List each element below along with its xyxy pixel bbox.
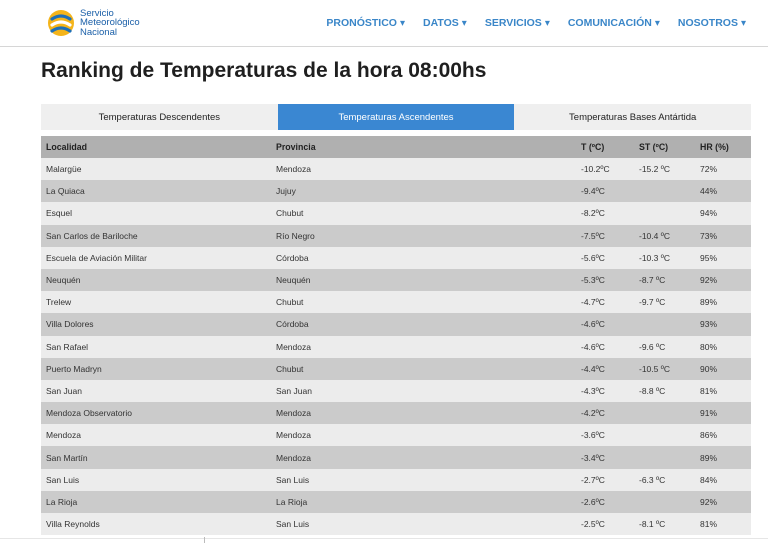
cell-localidad: Villa Dolores (46, 319, 94, 330)
tab-bases-antartida[interactable]: Temperaturas Bases Antártida (569, 111, 697, 123)
table-row (41, 225, 751, 247)
cell-humedad: 92% (700, 275, 718, 286)
temperature-table (41, 136, 751, 535)
table-row (41, 491, 751, 513)
cell-sensacion-termica: -8.1 ºC (639, 519, 666, 530)
nav-pronostico[interactable] (326, 17, 405, 29)
table-row (41, 446, 751, 468)
cell-localidad: La Quiaca (46, 186, 85, 197)
cell-humedad: 86% (700, 430, 718, 441)
cell-humedad: 84% (700, 474, 718, 485)
cell-temperatura: -4.2ºC (581, 408, 605, 419)
cell-sensacion-termica: -8.7 ºC (639, 275, 666, 286)
cell-provincia: Jujuy (276, 186, 296, 197)
cell-sensacion-termica: -10.5 ºC (639, 363, 670, 374)
tab-bar (41, 104, 751, 130)
cell-temperatura: -4.6ºC (581, 319, 605, 330)
table-row (41, 402, 751, 424)
cell-humedad: 72% (700, 164, 718, 175)
nav-label: DATOS (423, 17, 459, 29)
nav-servicios[interactable] (485, 17, 550, 29)
cell-humedad: 93% (700, 319, 718, 330)
cell-localidad: Esquel (46, 208, 72, 219)
cell-temperatura: -10.2ºC (581, 164, 610, 175)
column-header-humedad[interactable]: HR (%) (700, 142, 729, 152)
tab-ascendentes[interactable]: Temperaturas Ascendentes (278, 104, 515, 130)
table-row (41, 380, 751, 402)
cell-temperatura: -2.6ºC (581, 496, 605, 507)
cell-provincia: Mendoza (276, 452, 311, 463)
cell-localidad: Puerto Madryn (46, 363, 102, 374)
cell-sensacion-termica: -9.6 ºC (639, 341, 666, 352)
cell-temperatura: -5.3ºC (581, 275, 605, 286)
cell-temperatura: -8.2ºC (581, 208, 605, 219)
cell-localidad: Escuela de Aviación Militar (46, 252, 147, 263)
cell-temperatura: -2.7ºC (581, 474, 605, 485)
table-row (41, 291, 751, 313)
cell-provincia: Chubut (276, 297, 304, 308)
cell-sensacion-termica: -10.3 ºC (639, 252, 670, 263)
cell-provincia: Chubut (276, 208, 304, 219)
table-row (41, 469, 751, 491)
main-nav (308, 17, 746, 29)
cell-temperatura: -9.4ºC (581, 186, 605, 197)
cell-provincia: San Luis (276, 474, 310, 485)
page-title: Ranking de Temperaturas de la hora 08:00hs (41, 59, 487, 82)
table-row (41, 269, 751, 291)
cell-sensacion-termica: -8.8 ºC (639, 385, 666, 396)
cell-temperatura: -4.3ºC (581, 385, 605, 396)
cell-temperatura: -4.4ºC (581, 363, 605, 374)
page-footer-edge (0, 538, 768, 543)
cell-localidad: Malargüe (46, 164, 82, 175)
cell-localidad: San Martín (46, 452, 88, 463)
table-row (41, 358, 751, 380)
cell-localidad: Mendoza (46, 430, 81, 441)
cell-sensacion-termica: -6.3 ºC (639, 474, 666, 485)
cell-humedad: 94% (700, 208, 718, 219)
column-header-temperatura[interactable]: T (ºC) (581, 142, 605, 152)
cell-provincia: Mendoza (276, 341, 311, 352)
cell-provincia: Neuquén (276, 275, 311, 286)
cell-localidad: Trelew (46, 297, 72, 308)
cell-temperatura: -4.7ºC (581, 297, 605, 308)
cell-humedad: 92% (700, 496, 718, 507)
cell-sensacion-termica: -10.4 ºC (639, 230, 670, 241)
cell-localidad: San Carlos de Bariloche (46, 230, 138, 241)
cell-humedad: 80% (700, 341, 718, 352)
table-row (41, 313, 751, 335)
cell-humedad: 89% (700, 297, 718, 308)
cell-localidad: San Juan (46, 385, 82, 396)
nav-label: NOSOTROS (677, 17, 738, 29)
cell-localidad: San Rafael (46, 341, 89, 352)
cell-humedad: 81% (700, 385, 718, 396)
chevron-down-icon: ▾ (399, 18, 405, 29)
cell-provincia: San Juan (276, 385, 312, 396)
cell-provincia: Córdoba (276, 252, 309, 263)
brand-line-3: Nacional (80, 26, 117, 38)
nav-datos[interactable] (423, 17, 467, 29)
cell-temperatura: -7.5ºC (581, 230, 605, 241)
table-row (41, 513, 751, 535)
nav-comunicacion[interactable] (568, 17, 660, 29)
column-header-provincia[interactable]: Provincia (276, 142, 316, 152)
cell-provincia: San Luis (276, 519, 310, 530)
cell-provincia: Mendoza (276, 430, 311, 441)
nav-nosotros[interactable] (678, 17, 746, 29)
nav-label: COMUNICACIÓN (567, 17, 652, 29)
cell-temperatura: -5.6ºC (581, 252, 605, 263)
cell-provincia: Chubut (276, 363, 304, 374)
cell-sensacion-termica: -9.7 ºC (639, 297, 666, 308)
divider (204, 537, 205, 543)
cell-localidad: Villa Reynolds (46, 519, 100, 530)
cell-localidad: San Luis (46, 474, 80, 485)
cell-humedad: 44% (700, 186, 718, 197)
cell-provincia: Río Negro (276, 230, 315, 241)
cell-temperatura: -2.5ºC (581, 519, 605, 530)
smn-logo-icon (46, 8, 76, 38)
nav-label: SERVICIOS (484, 17, 542, 29)
brand-line-1: Servicio (80, 7, 114, 19)
cell-temperatura: -4.6ºC (581, 341, 605, 352)
cell-provincia: Mendoza (276, 408, 311, 419)
chevron-down-icon: ▾ (740, 18, 746, 29)
brand-line-2: Meteorológico (80, 17, 140, 29)
cell-localidad: Mendoza Observatorio (46, 408, 132, 419)
chevron-down-icon: ▾ (461, 18, 467, 29)
top-navbar (0, 0, 768, 47)
cell-provincia: Córdoba (276, 319, 309, 330)
nav-label: PRONÓSTICO (326, 17, 397, 29)
column-header-sensacion-termica[interactable]: ST (ºC) (639, 142, 669, 152)
cell-localidad: La Rioja (46, 496, 78, 507)
table-body (41, 158, 751, 535)
table-row (41, 180, 751, 202)
cell-provincia: Mendoza (276, 164, 311, 175)
cell-provincia: La Rioja (276, 496, 308, 507)
smn-logo[interactable] (46, 6, 166, 40)
cell-temperatura: -3.6ºC (581, 430, 605, 441)
cell-humedad: 90% (700, 363, 718, 374)
cell-humedad: 91% (700, 408, 718, 419)
cell-humedad: 73% (700, 230, 718, 241)
cell-humedad: 89% (700, 452, 718, 463)
table-row (41, 336, 751, 358)
cell-temperatura: -3.4ºC (581, 452, 605, 463)
table-header (41, 136, 751, 158)
cell-humedad: 81% (700, 519, 718, 530)
cell-humedad: 95% (700, 252, 718, 263)
chevron-down-icon: ▾ (544, 18, 550, 29)
cell-localidad: Neuquén (46, 275, 81, 286)
brand-name (80, 9, 140, 38)
table-row (41, 424, 751, 446)
table-row (41, 158, 751, 180)
table-row (41, 202, 751, 224)
column-header-localidad[interactable]: Localidad (46, 142, 88, 152)
table-row (41, 247, 751, 269)
tab-descendentes[interactable]: Temperaturas Descendentes (98, 111, 221, 123)
chevron-down-icon: ▾ (654, 18, 660, 29)
cell-sensacion-termica: -15.2 ºC (639, 164, 670, 175)
